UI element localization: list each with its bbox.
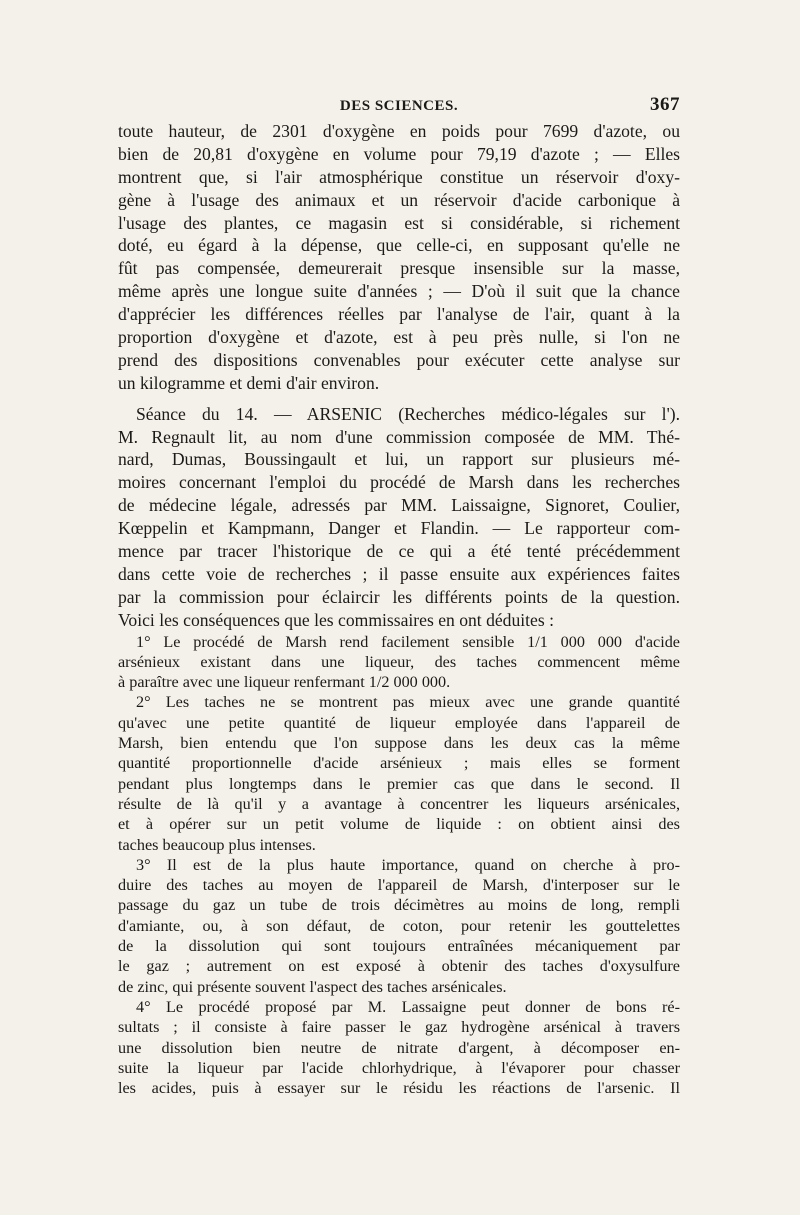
text-line: 4° Le procédé proposé par M. Lassaigne peut donner de bons ré- — [136, 997, 680, 1016]
text-line: les acides, puis à essayer sur le résidu les réactions de l'arsenic. Il — [118, 1079, 680, 1098]
text-line: de la dissolution qui sont toujours entraînées mécaniquement par — [118, 937, 680, 956]
text-line: par la commission pour éclaircir les différents points de la question. — [118, 586, 680, 607]
conclusion-1 — [118, 632, 680, 693]
text-line: pendant plus longtemps dans le premier cas que dans le second. Il — [118, 774, 680, 793]
text-line: Voici les conséquences que les commissaires en ont déduites : — [118, 609, 554, 630]
text-line: passage du gaz un tube de trois décimètres au moins de long, rempli — [118, 896, 680, 915]
text-line: 3° Il est de la plus haute importance, quand on cherche à pro- — [136, 855, 680, 874]
text-line: le gaz ; autrement on est exposé à obtenir des taches d'oxysulfure — [118, 957, 680, 976]
text-line: d'apprécier les différences réelles par l'analyse de l'air, quant à la — [118, 304, 680, 325]
text-line: 1° Le procédé de Marsh rend facilement sensible 1/1 000 000 d'acide — [136, 632, 680, 651]
text-line: dans cette voie de recherches ; il passe ensuite aux expériences faites — [118, 563, 680, 584]
text-line: 2° Les taches ne se montrent pas mieux avec une grande quantité — [136, 693, 680, 712]
text-line: duire des taches au moyen de l'appareil de Marsh, d'interposer sur le — [118, 876, 680, 895]
running-title: DES SCIENCES. — [339, 98, 459, 114]
text-line: gène à l'usage des animaux et un réservoir d'acide carbonique à — [118, 189, 680, 210]
text-line: une dissolution bien neutre de nitrate d'argent, à décomposer en- — [118, 1038, 680, 1057]
paragraph-gap — [118, 395, 680, 403]
page-number: 367 — [650, 94, 680, 115]
conclusion-2 — [118, 692, 680, 854]
text-line: d'amiante, ou, à son défaut, de coton, pour retenir les gouttelettes — [118, 916, 680, 935]
text-line: suite la liqueur par l'acide chlorhydrique, à l'évaporer pour chasser — [118, 1058, 680, 1077]
text-line: Marsh, bien entendu que l'on suppose dans les deux cas la même — [118, 734, 680, 753]
text-line: moires concernant l'emploi du procédé de Marsh dans les recherches — [118, 472, 680, 493]
text-line: nard, Dumas, Boussingault et lui, un rapport sur plusieurs mé- — [118, 449, 680, 470]
text-line: prend des dispositions convenables pour exécuter cette analyse sur — [118, 349, 680, 370]
text-line: Kœppelin et Kampmann, Danger et Flandin. — Le rapporteur com- — [118, 518, 680, 539]
text-line: un kilogramme et demi d'air environ. — [118, 372, 380, 393]
text-line: doté, eu égard à la dépense, que celle-ci, en supposant qu'elle ne — [118, 235, 680, 256]
session-heading: Séance du 14. — ARSENIC (Recherches médico-légales sur l'). — [136, 403, 680, 424]
conclusion-4 — [118, 997, 680, 1098]
text-line: quantité proportionnelle d'acide arsénieux ; mais elles se forment — [118, 754, 680, 773]
text-line: de médecine légale, adressés par MM. Laissaigne, Signoret, Coulier, — [118, 495, 680, 516]
text-line: arsénieux existant dans une liqueur, des taches commencent même — [118, 652, 680, 671]
conclusion-3 — [118, 855, 680, 997]
text-line: bien de 20,81 d'oxygène en volume pour 79,19 d'azote ; — Elles — [118, 143, 680, 164]
text-line: M. Regnault lit, au nom d'une commission composée de MM. Thé- — [118, 426, 680, 447]
text-line: de zinc, qui présente souvent l'aspect des taches arsénicales. — [118, 977, 507, 996]
text-line: et à opérer sur un petit volume de liquide : on obtient ainsi des — [118, 815, 680, 834]
book-page — [118, 92, 680, 1098]
text-line: à paraître avec une liqueur renfermant 1/2 000 000. — [118, 673, 451, 692]
text-line: proportion d'oxygène et d'azote, est à peu près nulle, si l'on ne — [118, 327, 680, 348]
text-line: montrent que, si l'air atmosphérique constitue un réservoir d'oxy- — [118, 166, 680, 187]
text-line: fût pas compensée, demeurerait presque insensible sur la masse, — [118, 258, 680, 279]
text-line: mence par tracer l'historique de ce qui a été tenté précédemment — [118, 541, 680, 562]
paragraph-air-analysis — [118, 120, 680, 395]
text-line: l'usage des plantes, ce magasin est si considérable, si richement — [118, 212, 680, 233]
text-line: sultats ; il consiste à faire passer le gaz hydrogène arsénical à travers — [118, 1018, 680, 1037]
text-line: résulte de là qu'il y a avantage à concentrer les liqueurs arsénicales, — [118, 794, 680, 813]
page-header — [118, 92, 680, 120]
text-line: même après une longue suite d'années ; — D'où il suit que la chance — [118, 281, 680, 302]
text-line: taches beaucoup plus intenses. — [118, 835, 316, 854]
session-heading-line — [118, 403, 680, 426]
text-line: qu'avec une petite quantité de liqueur employée dans l'appareil de — [118, 713, 680, 732]
paragraph-arsenic-report — [118, 403, 680, 632]
text-line: toute hauteur, de 2301 d'oxygène en poids pour 7699 d'azote, ou — [118, 121, 680, 141]
